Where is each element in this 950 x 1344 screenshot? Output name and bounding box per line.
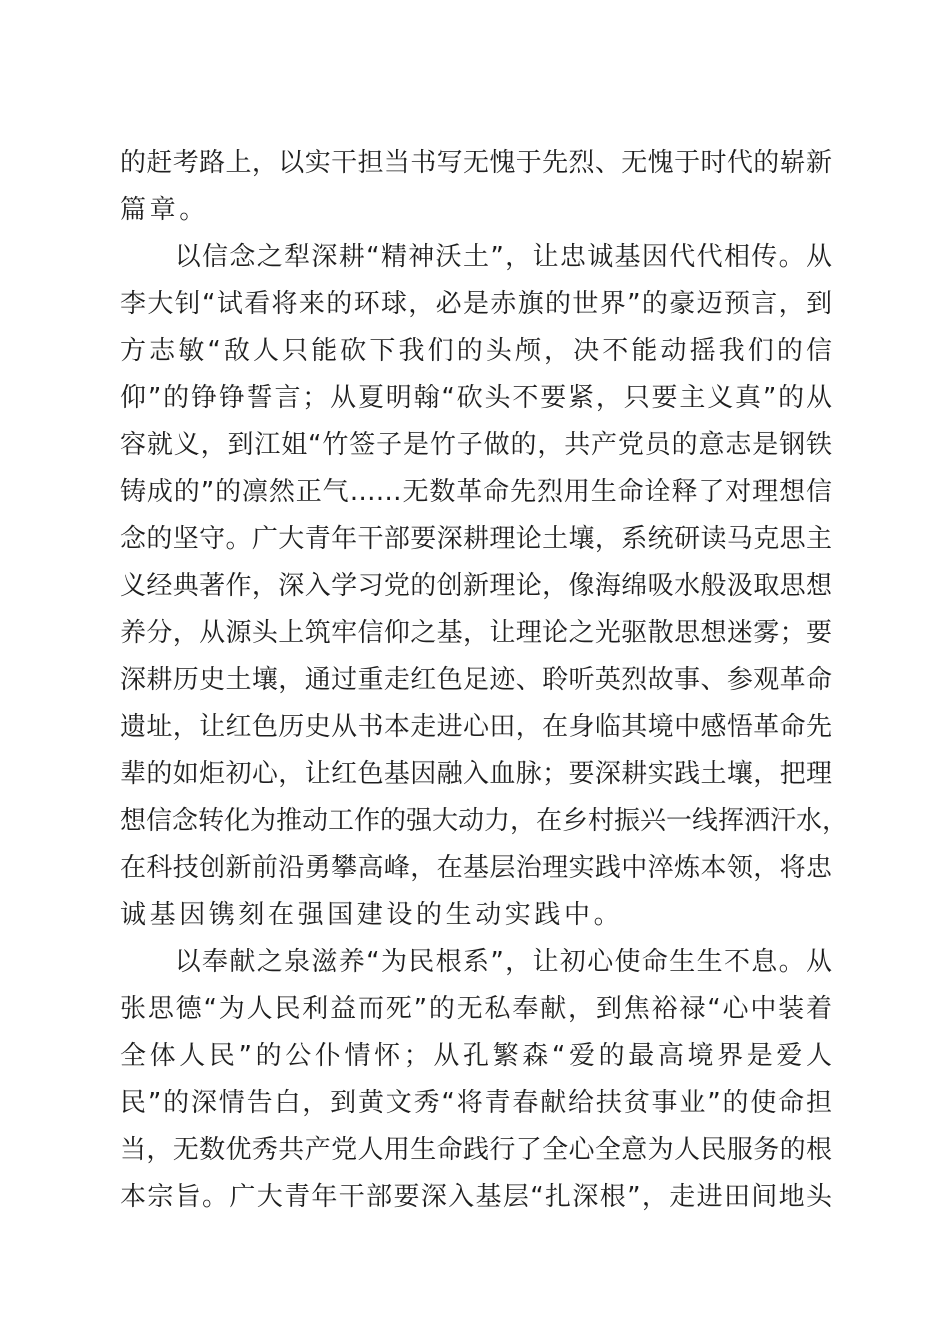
text-line: 深耕历史土壤，通过重走红色足迹、聆听英烈故事、参观革命 bbox=[120, 665, 832, 695]
text-line: 本宗旨。广大青年干部要深入基层“扎深根”，走进田间地头 bbox=[120, 1182, 832, 1212]
text-line: 全体人民”的公仆情怀；从孔繁森“爱的最高境界是爱人 bbox=[120, 1041, 832, 1071]
text-line: 诚基因镌刻在强国建设的生动实践中。 bbox=[120, 900, 624, 930]
text-line: 以奉献之泉滋养“为民根系”，让初心使命生生不息。从 bbox=[120, 947, 832, 977]
text-line: 想信念转化为推动工作的强大动力，在乡村振兴一线挥洒汗水， bbox=[120, 806, 849, 836]
text-line: 以信念之犁深耕“精神沃土”，让忠诚基因代代相传。从 bbox=[120, 242, 832, 272]
text-line: 在科技创新前沿勇攀高峰，在基层治理实践中淬炼本领，将忠 bbox=[120, 853, 832, 883]
text-line: 张思德“为人民利益而死”的无私奉献，到焦裕禄“心中装着 bbox=[120, 994, 832, 1024]
text-line: 辈的如炬初心，让红色基因融入血脉；要深耕实践土壤，把理 bbox=[120, 759, 832, 789]
text-line: 仰”的铮铮誓言；从夏明翰“砍头不要紧，只要主义真”的从 bbox=[120, 383, 832, 413]
text-line: 遗址，让红色历史从书本走进心田，在身临其境中感悟革命先 bbox=[120, 712, 832, 742]
text-line: 铸成的”的凛然正气……无数革命先烈用生命诠释了对理想信 bbox=[120, 477, 832, 507]
text-line: 篇章。 bbox=[120, 195, 209, 225]
text-line: 的赶考路上，以实干担当书写无愧于先烈、无愧于时代的崭新 bbox=[120, 148, 832, 178]
text-line: 当，无数优秀共产党人用生命践行了全心全意为人民服务的根 bbox=[120, 1135, 832, 1165]
text-line: 养分，从源头上筑牢信仰之基，让理论之光驱散思想迷雾；要 bbox=[120, 618, 832, 648]
text-line: 念的坚守。广大青年干部要深耕理论土壤，系统研读马克思主 bbox=[120, 524, 832, 554]
text-line: 义经典著作，深入学习党的创新理论，像海绵吸水般汲取思想 bbox=[120, 571, 832, 601]
text-line: 民”的深情告白，到黄文秀“将青春献给扶贫事业”的使命担 bbox=[120, 1088, 832, 1118]
text-line: 容就义，到江姐“竹签子是竹子做的，共产党员的意志是钢铁 bbox=[120, 430, 832, 460]
text-line: 李大钊“试看将来的环球，必是赤旗的世界”的豪迈预言，到 bbox=[120, 289, 832, 319]
text-line: 方志敏“敌人只能砍下我们的头颅，决不能动摇我们的信 bbox=[120, 336, 832, 366]
